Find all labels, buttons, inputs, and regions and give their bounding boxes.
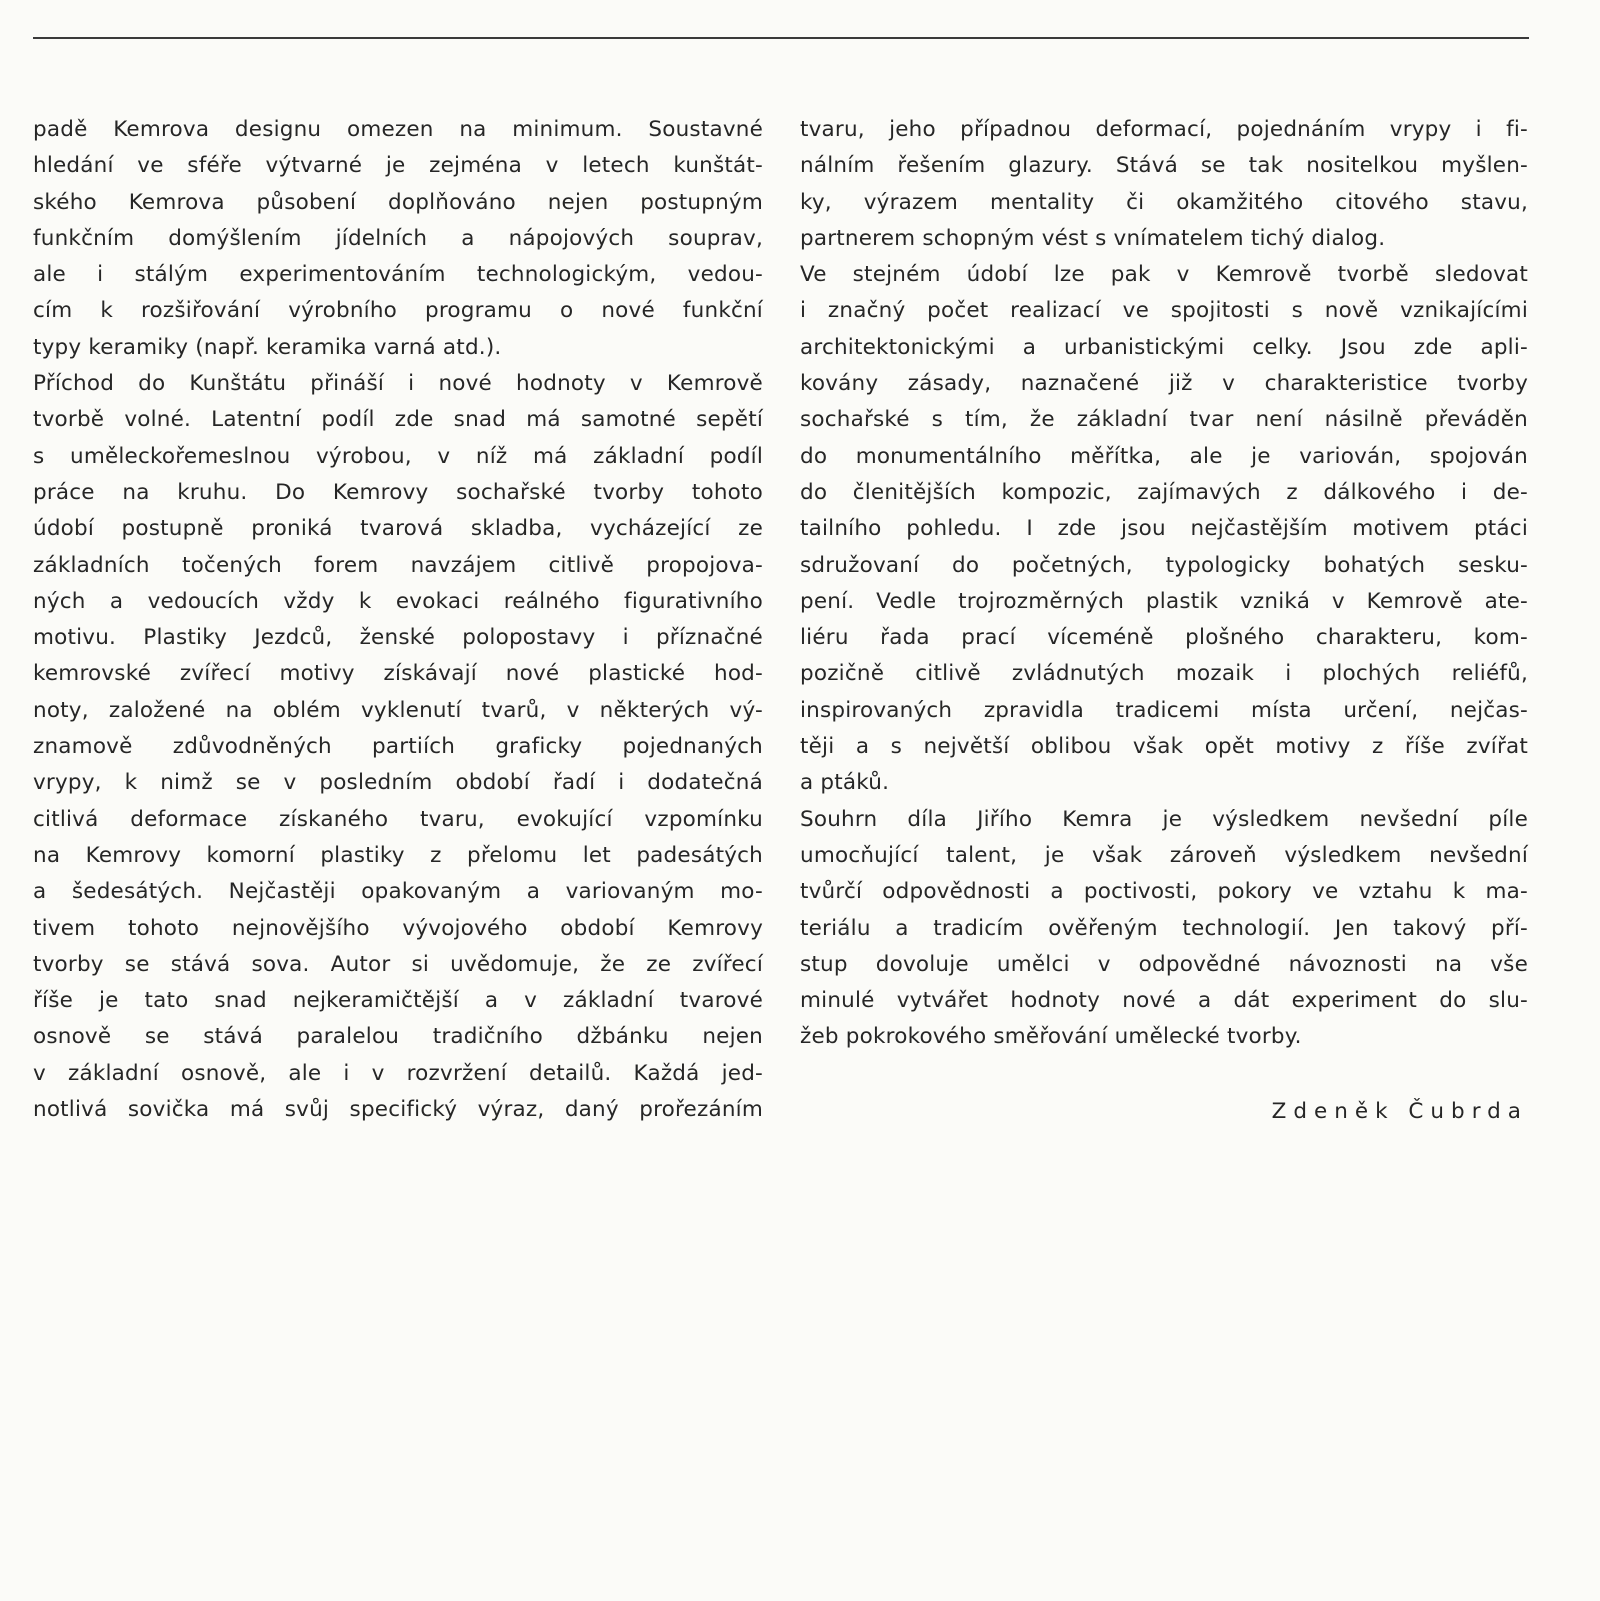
text-line: cím k rozšiřování výrobního programu o nové funkční <box>33 298 763 324</box>
text-line: sochařské s tím, že základní tvar není násilně převáděn <box>800 407 1528 433</box>
right-column <box>800 112 1528 1056</box>
text-line: typy keramiky (např. keramika varná atd.). <box>33 334 502 360</box>
text-line: tvorby se stává sova. Autor si uvědomuje, že ze zvířecí <box>33 951 763 977</box>
paragraph <box>33 366 763 1128</box>
text-line: inspirovaných zpravidla tradicemi místa určení, nejčas- <box>800 697 1528 723</box>
text-line: tvorbě volné. Latentní podíl zde snad má samotné sepětí <box>33 407 763 433</box>
text-line: ných a vedoucích vždy k evokaci reálného figurativního <box>33 588 763 614</box>
text-line: do monumentálního měřítka, ale je variován, spojován <box>800 443 1528 469</box>
text-line: ale i stálým experimentováním technologickým, vedou- <box>33 262 763 288</box>
text-line: pozičně citlivě zvládnutých mozaik i plochých reliéfů, <box>800 661 1528 687</box>
text-line: a šedesátých. Nejčastěji opakovaným a variovaným mo- <box>33 879 763 905</box>
text-line: osnově se stává paralelou tradičního džbánku nejen <box>33 1024 763 1050</box>
text-line: stup dovoluje umělci v odpovědné návoznosti na vše <box>800 951 1528 977</box>
text-line: ského Kemrova působení doplňováno nejen postupným <box>33 189 763 215</box>
text-line: nálním řešením glazury. Stává se tak nositelkou myšlen- <box>800 153 1528 179</box>
text-line: tivem tohoto nejnovějšího vývojového období Kemrovy <box>33 915 763 941</box>
paragraph <box>800 257 1528 801</box>
text-line: liéru řada prací víceméně plošného charakteru, kom- <box>800 625 1528 651</box>
paragraph <box>800 802 1528 1056</box>
text-line: v základní osnově, ale i v rozvržení detailů. Každá jed- <box>33 1060 763 1086</box>
text-line: kemrovské zvířecí motivy získávají nové plastické hod- <box>33 661 763 687</box>
text-line: i značný počet realizací ve spojitosti s nově vznikajícími <box>800 298 1528 324</box>
text-line: citlivá deformace získaného tvaru, evokující vzpomínku <box>33 806 763 832</box>
text-line: Souhrn díla Jiřího Kemra je výsledkem nevšední píle <box>800 806 1528 832</box>
text-line: ky, výrazem mentality či okamžitého citového stavu, <box>800 189 1528 215</box>
author-signature: Zdeněk Čubrda <box>1271 1099 1528 1124</box>
text-line: architektonickými a urbanistickými celky. Jsou zde apli- <box>800 334 1528 360</box>
text-line: základních točených forem navzájem citlivě propojova- <box>33 552 763 578</box>
text-line: do členitějších kompozic, zajímavých z dálkového i de- <box>800 479 1528 505</box>
text-line: teriálu a tradicím ověřeným technologií. Jen takový pří- <box>800 915 1528 941</box>
paragraph <box>800 112 1528 257</box>
text-line: Ve stejném údobí lze pak v Kemrově tvorbě sledovat <box>800 262 1528 288</box>
text-line: práce na kruhu. Do Kemrovy sochařské tvorby tohoto <box>33 479 763 505</box>
text-line: údobí postupně proniká tvarová skladba, vycházející ze <box>33 516 763 542</box>
text-line: kovány zásady, naznačené již v charakteristice tvorby <box>800 371 1528 397</box>
text-line: funkčním domýšlením jídelních a nápojových souprav, <box>33 225 763 251</box>
text-line: na Kemrovy komorní plastiky z přelomu let padesátých <box>33 842 763 868</box>
text-line: pení. Vedle trojrozměrných plastik vzniká v Kemrově ate- <box>800 588 1528 614</box>
text-line: umocňující talent, je však zároveň výsledkem nevšední <box>800 842 1528 868</box>
text-line: žeb pokrokového směřování umělecké tvorby. <box>800 1024 1302 1050</box>
text-line: motivu. Plastiky Jezdců, ženské polopostavy i příznačné <box>33 625 763 651</box>
text-line: říše je tato snad nejkeramičtější a v základní tvarové <box>33 988 763 1014</box>
text-line: vrypy, k nimž se v posledním období řadí i dodatečná <box>33 770 763 796</box>
text-line: znamově zdůvodněných partiích graficky pojednaných <box>33 734 763 760</box>
text-line: těji a s největší oblibou však opět motivy z říše zvířat <box>800 734 1528 760</box>
text-line: tvůrčí odpovědnosti a poctivosti, pokory ve vztahu k ma- <box>800 879 1528 905</box>
text-line: a ptáků. <box>800 770 890 796</box>
text-line: noty, založené na oblém vyklenutí tvarů, v některých vý- <box>33 697 763 723</box>
text-line: notlivá sovička má svůj specifický výraz, daný prořezáním <box>33 1097 763 1123</box>
top-rule <box>33 37 1529 39</box>
text-line: tailního pohledu. I zde jsou nejčastějším motivem ptáci <box>800 516 1528 542</box>
text-line: tvaru, jeho případnou deformací, pojednáním vrypy i fi- <box>800 117 1528 142</box>
text-line: sdružovaní do početných, typologicky bohatých sesku- <box>800 552 1528 578</box>
text-line: partnerem schopným vést s vnímatelem tichý dialog. <box>800 225 1386 251</box>
paragraph <box>33 112 763 366</box>
text-line: padě Kemrova designu omezen na minimum. Soustavné <box>33 117 763 142</box>
left-column <box>33 112 763 1128</box>
text-line: hledání ve sféře výtvarné je zejména v letech kunštát- <box>33 153 763 179</box>
text-line: s uměleckořemeslnou výrobou, v níž má základní podíl <box>33 443 763 469</box>
text-line: Příchod do Kunštátu přináší i nové hodnoty v Kemrově <box>33 371 763 397</box>
text-line: minulé vytvářet hodnoty nové a dát experiment do slu- <box>800 988 1528 1014</box>
